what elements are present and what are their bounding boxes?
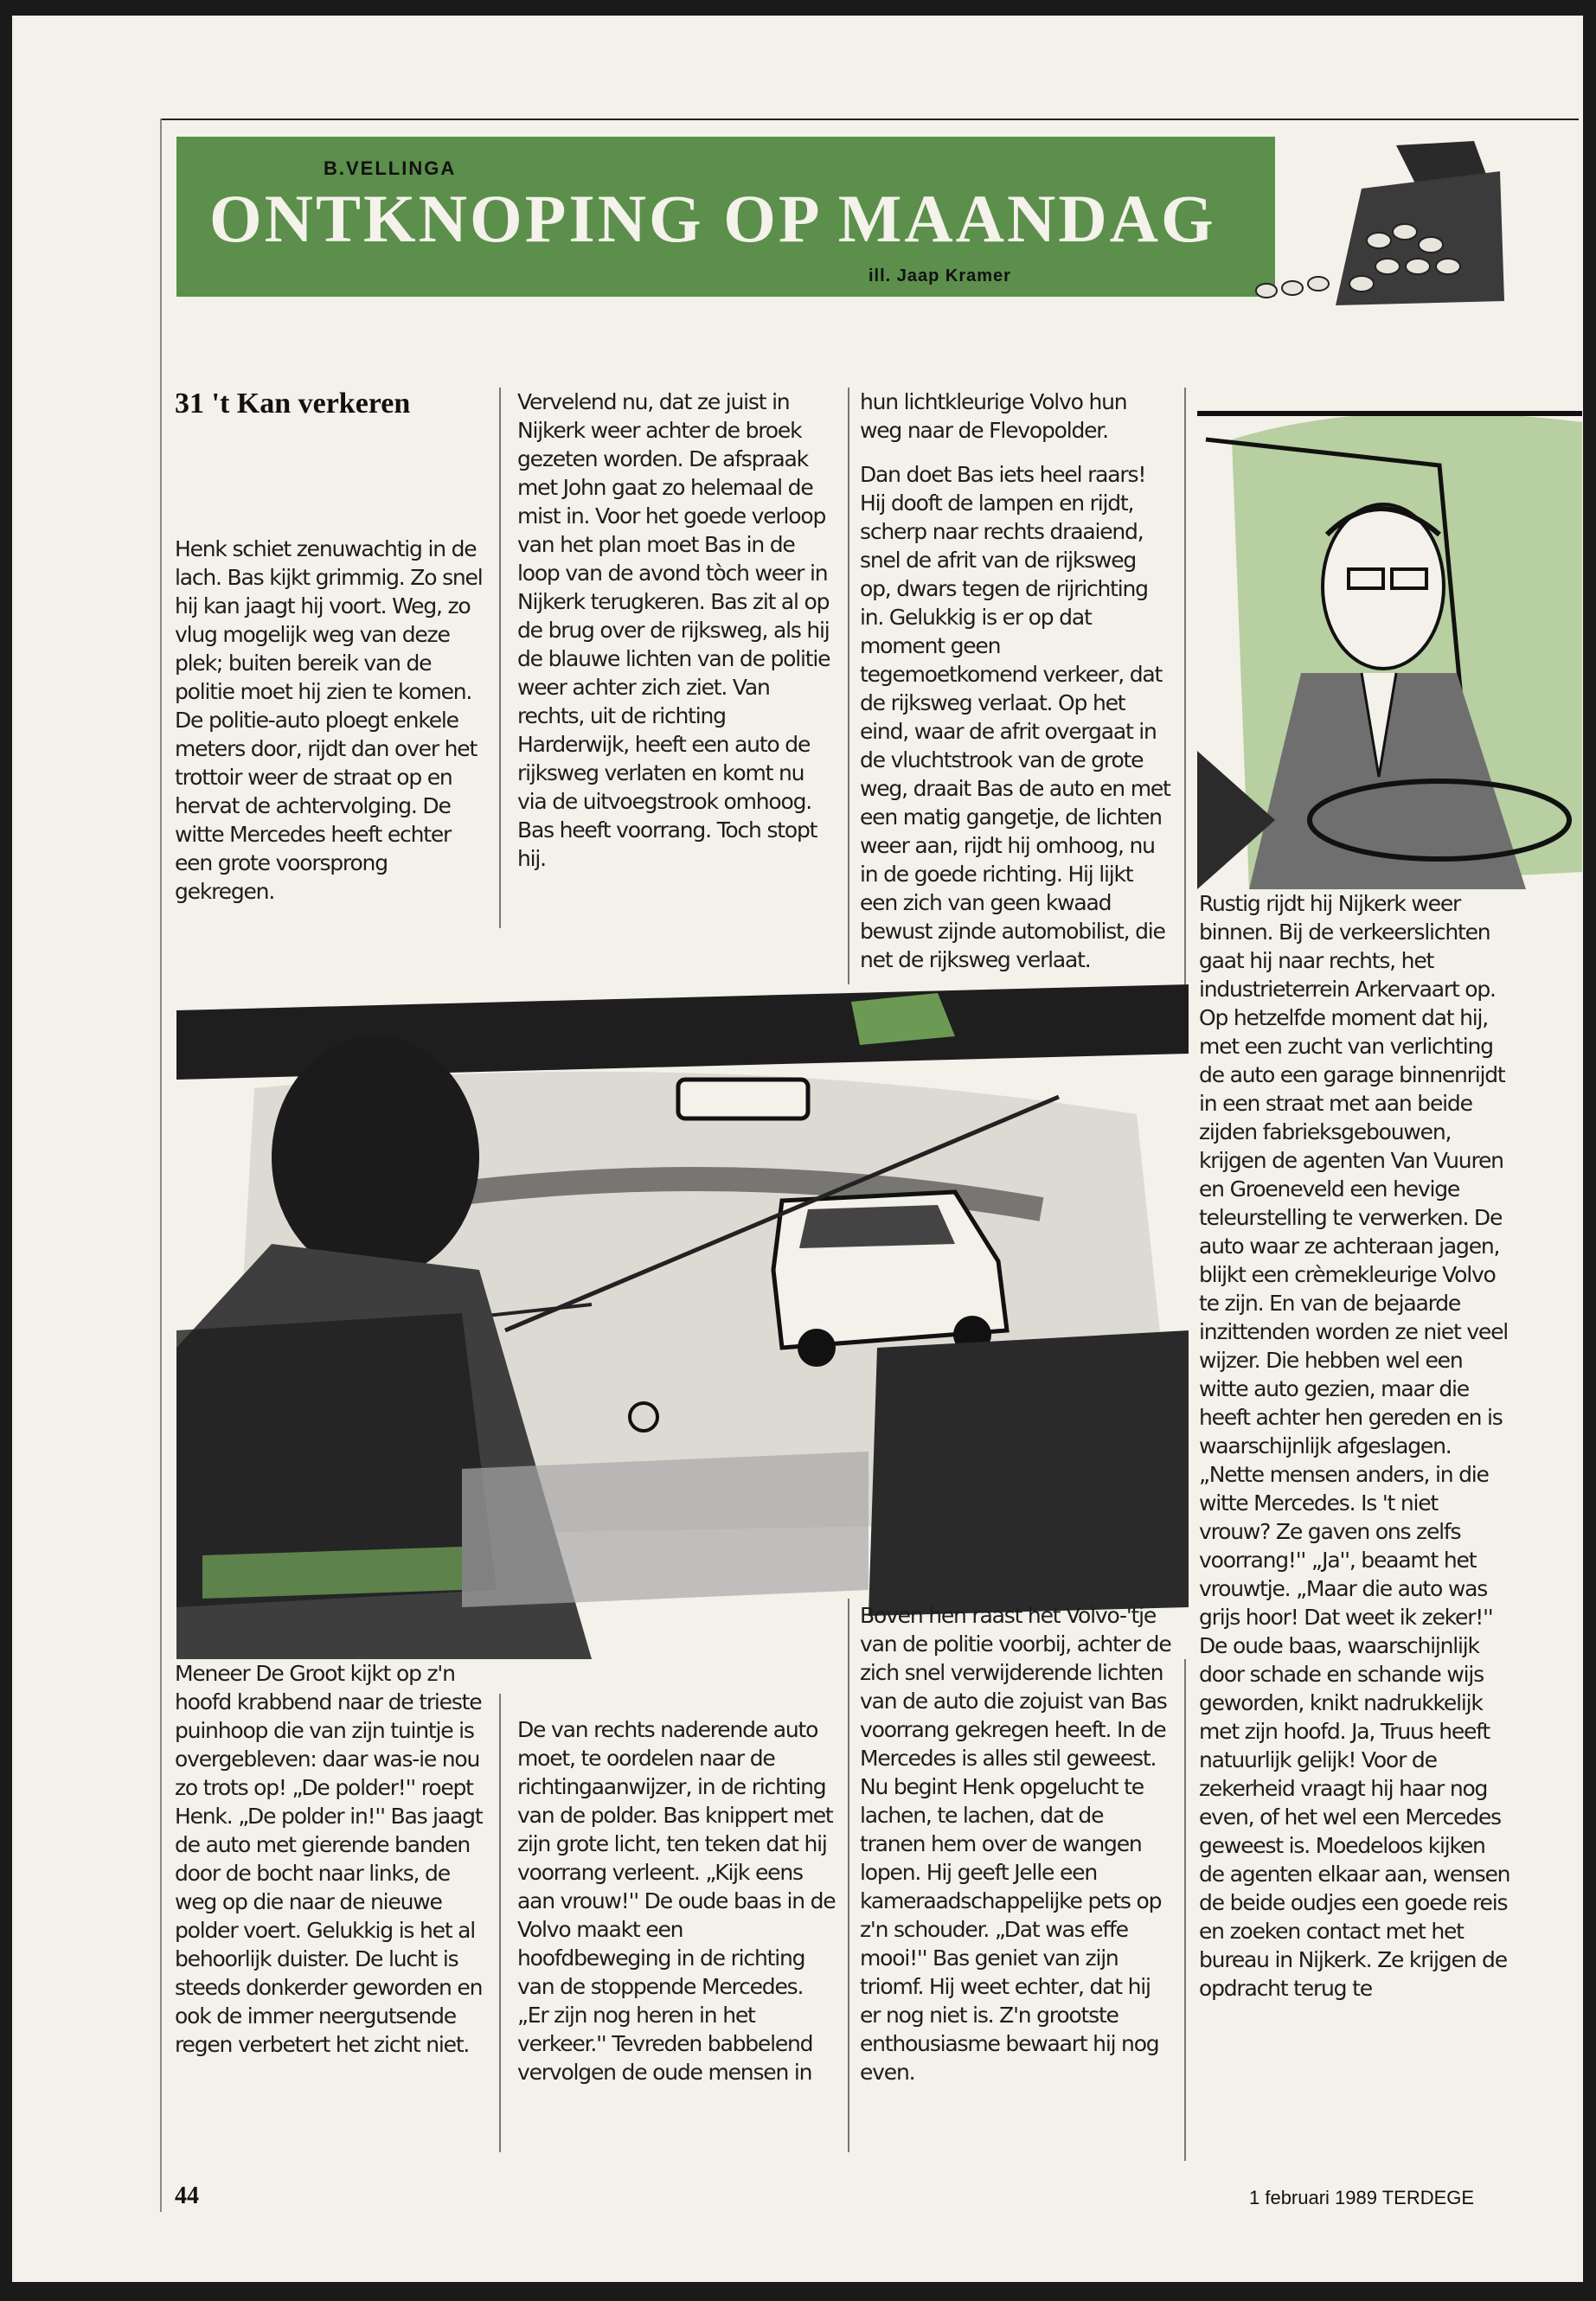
- column-rule: [848, 1599, 849, 2152]
- column-2-bottom: [517, 1715, 837, 2086]
- column-1-bottom: [175, 1659, 486, 2059]
- paragraph: Henk schiet zenuwachtig in de lach. Bas kijkt grimmig. Zo snel hij kan jaagt hij voort. Weg, zo vlug mogelijk weg van deze plek; buiten bereik van de politie moet hij zien te komen. De politie-auto ploegt enkele meters door, rijdt dan over het trottoir weer de straat op en hervat de achtervolging. De witte Mercedes heeft echter een grote voorsprong gekregen.: [175, 536, 483, 904]
- column-1-top: [175, 535, 486, 906]
- column-3-top: [860, 388, 1171, 974]
- paragraph: Dan doet Bas iets heel raars! Hij dooft de lampen en rijdt, scherp naar rechts draaiend, snel de afrit van de rijksweg op, dwars tegen de rijrichting in. Gelukkig is er op dat moment geen tegemoetkomend verkeer, dat de rijksweg verlaat. Op het eind, waar de afrit overgaat in de vluchtstrook van de grote weg, draait Bas de auto en met een matig gangetje, de lichten weer aan, rijdt hij omhoog, nu in de goede richting. Hij lijkt een zich van geen kwaad bewust zijnde automobilist, die net de rijksweg verlaat.: [860, 462, 1170, 972]
- page-frame-top: [160, 119, 1579, 120]
- paragraph: hun lichtkleurige Volvo hun weg naar de Flevopolder.: [860, 389, 1127, 443]
- car-chase-illustration: [176, 984, 1189, 1659]
- column-3-bottom: [860, 1601, 1171, 2086]
- chapter-heading: 31 't Kan verkeren: [175, 388, 411, 420]
- banner-coins-illustration: [1163, 137, 1509, 305]
- paragraph: Rustig rijdt hij Nijkerk weer binnen. Bij de verkeerslichten gaat hij naar rechts, het industrieterrein Arkervaart op. Op hetzelfde moment dat hij, met een zucht van verlichting de auto een garage binnenrijdt in een straat met aan beide zijden fabrieksgebouwen, krijgen de agenten Van Vuuren en Groeneveld een hevige teleurstelling te verwerken. De auto waar ze achteraan jagen, blijkt een crèmekleurige Volvo te zijn. En van de bejaarde inzittenden worden ze niet veel wijzer. Die hebben wel een witte auto gezien, maar die heeft achter hen gereden en is waarschijnlijk afgeslagen. „Nette mensen anders, in die witte Mercedes. Is 't niet vrouw? Ze gaven ons zelfs voorrang!'' „Ja'', beaamt het vrouwtje. „Maar die auto was grijs hoor! Dat weet ik zeker!'' De oude baas, waarschijnlijk door schade en schande wijs geworden, knikt nadrukkelijk met zijn hoofd. Ja, Truus heeft natuurlijk gelijk! Voor de zekerheid vraagt hij haar nog even, of het wel een Mercedes geweest is. Moedeloos kijken de agenten elkaar aan, wensen de beide oudjes een goede reis en zoeken contact met het bureau in Nijkerk. Ze krijgen de opdracht terug te: [1199, 891, 1510, 2001]
- magazine-page: [12, 16, 1583, 2282]
- white-mercedes: [773, 1192, 1007, 1367]
- column-rule: [499, 1694, 501, 2152]
- column-4: [1199, 889, 1510, 2003]
- paragraph: Boven hen raast het Volvo-'tje van de politie voorbij, achter de zich snel verwijderende lichten van de auto die zojuist van Bas voorrang gekregen heeft. In de Mercedes is alles stil geweest. Nu begint Henk opgelucht te lachen, te lachen, dat de tranen hem over de wangen lopen. Hij geeft Jelle een kameraadschappelijke pets op z'n schouder. „Dat was effe mooi!'' Bas geniet van zijn triomf. Hij weet echter, dat hij er nog niet is. Z'n grootste enthousiasme bewaart hij nog even.: [860, 1603, 1171, 2085]
- elderly-driver-illustration: [1197, 388, 1582, 889]
- illustrator-credit: ill. Jaap Kramer: [869, 266, 1011, 285]
- page-frame-left: [160, 119, 162, 2212]
- column-rule: [848, 388, 849, 993]
- publication-date: 1 februari 1989 TERDEGE: [1249, 2187, 1475, 2208]
- paragraph: Meneer De Groot kijkt op z'n hoofd krabbend naar de trieste puinhoop die van zijn tuintje is overgebleven: daar was-ie nou zo trots op! „De polder!'' roept Henk. „De polder in!'' Bas jaagt de auto met gierende banden door de bocht naar links, de weg op die naar de nieuwe polder voert. Gelukkig is het al behoorlijk duister. De lucht is steeds donkerder geworden en ook de immer neergutsende regen verbetert het zicht niet.: [175, 1661, 483, 2057]
- author-name: B.VELLINGA: [324, 157, 457, 179]
- paragraph: De van rechts naderende auto moet, te oordelen naar de richtingaanwijzer, in de richting van de polder. Bas knippert met zijn grote licht, ten teken dat hij voorrang verleent. „Kijk eens aan vrouw!'' De oude baas in de Volvo maakt een hoofdbeweging in de richting van de stoppende Mercedes. „Er zijn nog heren in het verkeer.'' Tevreden babbelend vervolgen de oude mensen in: [517, 1717, 836, 2085]
- story-title: ONTKNOPING OP MAANDAG: [209, 181, 1216, 256]
- paragraph: Vervelend nu, dat ze juist in Nijkerk weer achter de broek gezeten worden. De afspraak met John gaat zo helemaal de mist in. Voor het goede verloop van het plan moet Bas in de loop van de avond tòch weer in Nijkerk terugkeren. Bas zit al op de brug over de rijksweg, als hij de blauwe lichten van de politie weer achter zich ziet. Van rechts, uit de richting Harderwijk, heeft een auto de rijksweg verlaten en komt nu via de uitvoegstrook omhoog. Bas heeft voorrang. Toch stopt hij.: [517, 389, 830, 871]
- title-banner: [176, 137, 1275, 297]
- column-2-top: [517, 388, 837, 873]
- page-number: 44: [175, 2182, 199, 2209]
- column-rule: [499, 388, 501, 928]
